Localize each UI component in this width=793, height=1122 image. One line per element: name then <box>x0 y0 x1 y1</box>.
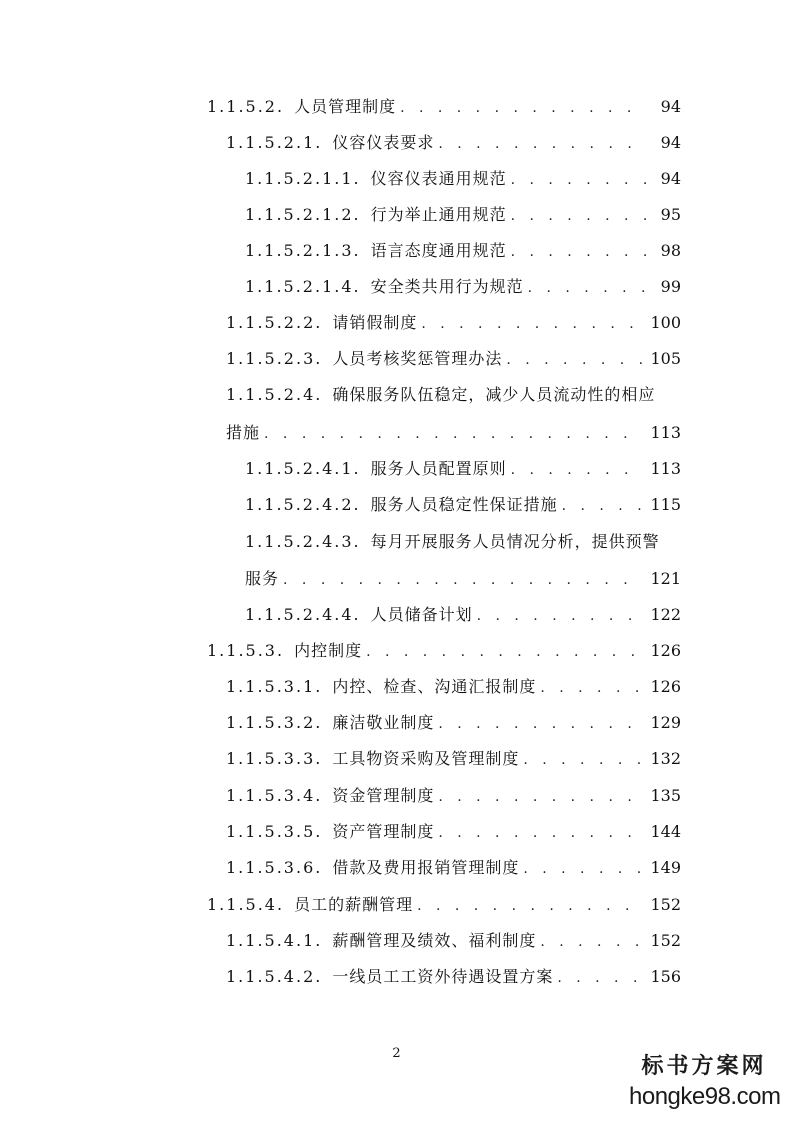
toc-entry-page: 135 <box>650 786 681 805</box>
toc-entry[interactable] <box>245 598 681 632</box>
toc-entry[interactable] <box>226 342 681 376</box>
toc-entry-title: 行为举止通用规范 <box>370 205 507 224</box>
toc-entry-title: 资产管理制度 <box>332 822 435 841</box>
toc-entry[interactable] <box>226 960 681 994</box>
toc-entry-page: 156 <box>650 967 681 986</box>
toc-entry-number: 1.1.5.2.4.2. <box>245 495 361 514</box>
toc-entry-number: 1.1.5.2.4. <box>226 385 323 404</box>
dot-leader <box>557 961 642 995</box>
toc-entry[interactable] <box>207 90 681 124</box>
toc-entry[interactable] <box>245 488 681 522</box>
page-number: 2 <box>392 1046 401 1061</box>
toc-entry-page: 152 <box>650 895 681 914</box>
toc-entry-number: 1.1.5.3.4. <box>226 786 323 805</box>
toc-entry-number: 1.1.5.3.5. <box>226 822 323 841</box>
toc-entry-number: 1.1.5.2.1.3. <box>245 241 361 260</box>
toc-entry-number: 1.1.5.4. <box>207 895 285 914</box>
toc-entry-wrapped[interactable] <box>226 378 655 412</box>
toc-entry-page: 126 <box>650 641 681 660</box>
toc-entry-number: 1.1.5.4.2. <box>226 967 323 986</box>
toc-entry-page: 126 <box>650 677 681 696</box>
toc-entry-title: 借款及费用报销管理制度 <box>332 858 520 877</box>
toc-entry-page: 100 <box>650 313 681 332</box>
toc-entry-wrapped[interactable] <box>245 525 660 559</box>
toc-entry-page: 121 <box>650 569 681 588</box>
toc-entry-number: 1.1.5.3.6. <box>226 858 323 877</box>
toc-entry-number: 1.1.5.3.1. <box>226 677 323 696</box>
dot-leader <box>264 417 642 451</box>
toc-entry-title: 服务人员稳定性保证措施 <box>370 495 558 514</box>
toc-entry-page: 99 <box>660 277 681 296</box>
toc-entry-page: 113 <box>650 423 681 442</box>
toc-entry-page: 122 <box>650 605 681 624</box>
dot-leader <box>528 271 647 305</box>
dot-leader <box>540 671 642 705</box>
toc-entry[interactable] <box>226 815 681 849</box>
toc-entry-number: 1.1.5.2. <box>207 97 285 116</box>
dot-leader <box>417 889 642 923</box>
watermark-logo <box>629 1052 779 1118</box>
toc-entry-title: 员工的薪酬管理 <box>294 895 414 914</box>
toc-entry-number: 1.1.5.2.1.2. <box>245 205 361 224</box>
watermark-site-name: 标书方案网 <box>641 1054 767 1079</box>
dot-leader <box>562 489 643 523</box>
dot-leader <box>400 91 647 125</box>
toc-entry-title: 薪酬管理及绩效、福利制度 <box>332 931 537 950</box>
toc-entry[interactable] <box>245 452 681 486</box>
toc-entry-title: 人员考核奖惩管理办法 <box>332 349 503 368</box>
toc-entry[interactable] <box>245 234 681 268</box>
dot-leader <box>421 307 642 341</box>
toc-entry-page: 94 <box>660 97 681 116</box>
toc-entry[interactable] <box>245 162 681 196</box>
toc-entry[interactable] <box>226 851 681 885</box>
toc-entry-number: 1.1.5.2.1. <box>226 133 323 152</box>
toc-entry-number: 1.1.5.2.3. <box>226 349 323 368</box>
toc-entry[interactable] <box>245 198 681 232</box>
toc-entry-continuation[interactable] <box>226 416 681 450</box>
toc-entry[interactable] <box>226 779 681 813</box>
toc-entry-title: 内控制度 <box>294 641 363 660</box>
toc-entry[interactable] <box>226 742 681 776</box>
toc-entry-page: 129 <box>650 713 681 732</box>
toc-entry-title: 确保服务队伍稳定，减少人员流动性的相应 <box>332 385 656 404</box>
toc-entry-number: 1.1.5.2.4.4. <box>245 605 361 624</box>
dot-leader <box>438 127 647 161</box>
dot-leader <box>523 852 642 886</box>
toc-entry[interactable] <box>226 706 681 740</box>
toc-entry-title: 仪容仪表通用规范 <box>370 169 507 188</box>
toc-entry-number: 1.1.5.4.1. <box>226 931 323 950</box>
toc-entry[interactable] <box>226 306 681 340</box>
toc-entry[interactable] <box>207 634 681 668</box>
toc-entry-title: 工具物资采购及管理制度 <box>332 749 520 768</box>
dot-leader <box>511 453 643 487</box>
toc-entry[interactable] <box>207 888 681 922</box>
toc-entry-number: 1.1.5.3.3. <box>226 749 323 768</box>
toc-entry-continuation[interactable] <box>245 562 681 596</box>
toc-entry-title: 人员储备计划 <box>370 605 473 624</box>
toc-entry-number: 1.1.5.3.2. <box>226 713 323 732</box>
dot-leader <box>511 199 647 233</box>
toc-entry[interactable] <box>245 270 681 304</box>
toc-entry-number: 1.1.5.3. <box>207 641 285 660</box>
toc-entry-page: 95 <box>660 205 681 224</box>
toc-entry-number: 1.1.5.2.2. <box>226 313 323 332</box>
toc-entry-title: 请销假制度 <box>332 313 418 332</box>
dot-leader <box>506 343 642 377</box>
toc-entry-page: 105 <box>650 349 681 368</box>
toc-entry-page: 144 <box>650 822 681 841</box>
toc-entry-title: 每月开展服务人员情况分析，提供预警 <box>370 532 660 551</box>
toc-entry-title: 一线员工工资外待遇设置方案 <box>332 967 554 986</box>
toc-entry[interactable] <box>226 670 681 704</box>
dot-leader <box>511 235 647 269</box>
dot-leader <box>523 743 642 777</box>
toc-entry-title: 内控、检查、沟通汇报制度 <box>332 677 537 696</box>
toc-entry-page: 152 <box>650 931 681 950</box>
toc-entry-page: 113 <box>650 459 681 478</box>
dot-leader <box>438 707 642 741</box>
toc-entry-page: 115 <box>650 495 681 514</box>
toc-entry-title-continued: 服务 <box>245 569 280 588</box>
toc-entry-page: 94 <box>660 133 681 152</box>
toc-entry-page: 94 <box>660 169 681 188</box>
toc-entry-page: 98 <box>660 241 681 260</box>
watermark-url: hongke98.com <box>629 1083 781 1110</box>
dot-leader <box>540 925 642 959</box>
toc-entry-title-continued: 措施 <box>226 423 261 442</box>
dot-leader <box>283 563 642 597</box>
dot-leader <box>477 599 643 633</box>
dot-leader <box>438 780 642 814</box>
toc-entry-page: 132 <box>650 749 681 768</box>
dot-leader <box>438 816 642 850</box>
toc-entry-title: 廉洁敬业制度 <box>332 713 435 732</box>
toc-entry-title: 人员管理制度 <box>294 97 397 116</box>
toc-entry[interactable] <box>226 924 681 958</box>
toc-entry-number: 1.1.5.2.1.4. <box>245 277 361 296</box>
toc-entry-number: 1.1.5.2.4.3. <box>245 532 361 551</box>
toc-entry-title: 语言态度通用规范 <box>370 241 507 260</box>
toc-entry-page: 149 <box>650 858 681 877</box>
toc-entry-title: 服务人员配置原则 <box>370 459 507 478</box>
dot-leader <box>511 163 647 197</box>
toc-entry-number: 1.1.5.2.4.1. <box>245 459 361 478</box>
dot-leader <box>366 635 642 669</box>
toc-entry-title: 资金管理制度 <box>332 786 435 805</box>
toc-entry-title: 安全类共用行为规范 <box>370 277 524 296</box>
toc-entry-number: 1.1.5.2.1.1. <box>245 169 361 188</box>
toc-entry-title: 仪容仪表要求 <box>332 133 435 152</box>
toc-entry[interactable] <box>226 126 681 160</box>
